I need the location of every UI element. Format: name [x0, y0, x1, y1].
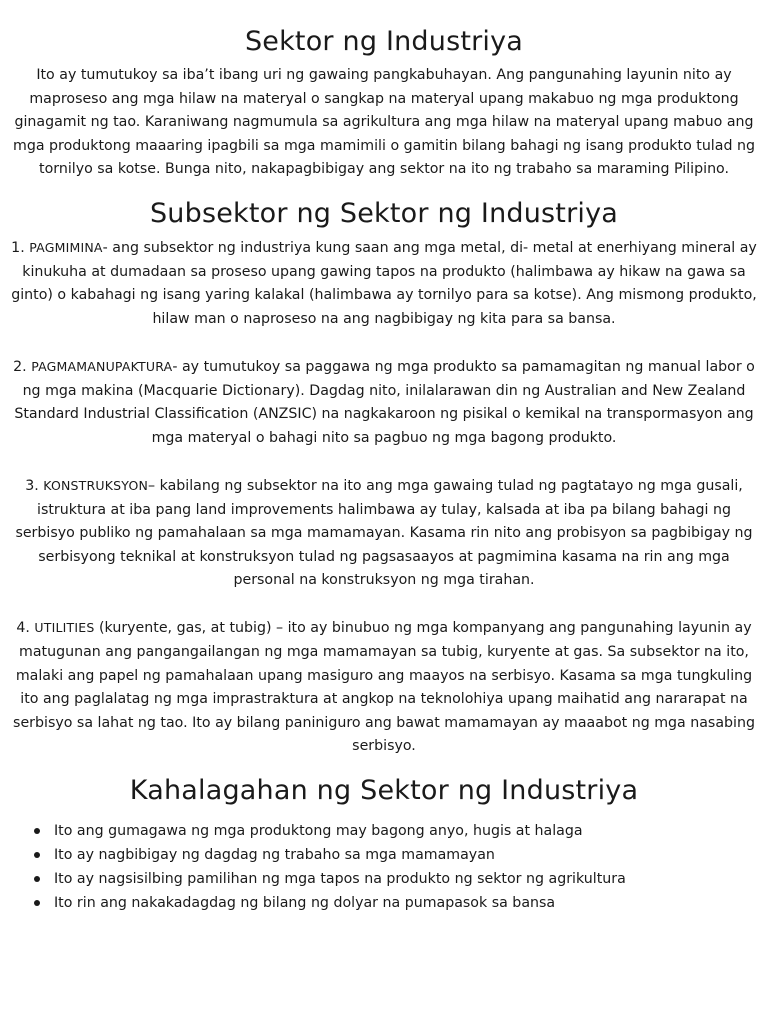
bullet-icon	[34, 852, 40, 858]
subsector-item-pagmamanupaktura	[10, 355, 758, 450]
importance-heading: Kahalagahan ng Sektor ng Industriya	[129, 775, 639, 807]
importance-list	[10, 819, 758, 915]
list-item	[54, 819, 758, 843]
list-item-text: Ito ang gumagawa ng mga produktong may bagong anyo, hugis at halaga	[54, 823, 583, 840]
subsector-text: - ay tumutukoy sa paggawa ng mga produkto sa pamamagitan ng manual labor o ng mga makina (Macquarie Dictionary). Dagdag nito, inilalarawan din ng Australian and New Zealand Standard Industrial Classification (ANZSIC) na nagkakaroon ng pisikal o kemikal na transpormasyon ang mga materyal o bahagi nito sa pagbuo ng mga bagong produkto.	[14, 358, 755, 446]
page-title: Sektor ng Industriya	[244, 26, 524, 57]
bullet-icon	[34, 876, 40, 882]
subsector-text: – kabilang ng subsektor na ito ang mga gawaing tulad ng pagtatayo ng mga gusali, istruktura at iba pang land improvements halimbawa ay tulay, kalsada at iba pa bilang bahagi ng serbisyo publiko ng pamahalaan sa mga mamamayan. Kasama rin nito ang probisyon sa pagbibigay ng serbisyong teknikal at konstruksyon tulad ng pagsasaayos at pagmimina kasama na rin ang mga personal na konstruksyon ng mga tirahan.	[15, 477, 753, 589]
subsector-item-utilities	[10, 616, 758, 759]
subsector-number: 3.	[25, 477, 39, 494]
subsectors-heading: Subsektor ng Sektor ng Industriya	[149, 197, 619, 229]
bullet-icon	[34, 900, 40, 906]
subsector-term: PAGMAMANUPAKTURA	[31, 358, 173, 374]
subsector-term: KONSTRUKSYON	[43, 477, 149, 493]
subsector-term: PAGMIMINA	[29, 239, 103, 255]
list-item-text: Ito ay nagbibigay ng dagdag ng trabaho sa mga mamamayan	[54, 847, 495, 864]
intro-paragraph: Ito ay tumutukoy sa iba’t ibang uri ng gawaing pangkabuhayan. Ang pangunahing layunin nito ay maproseso ang mga hilaw na materyal o sangkap na materyal upang makabuo ng mga produktong ginagamit ng tao. Karaniwang nagmumula sa agrikultura ang mga hilaw na materyal upang mabuo ang mga produktong maaaring ipagbili sa mga mamimili o gamitin bilang bahagi ng isang produkto tulad ng tornilyo sa kotse. Bunga nito, nakapagbibigay ang sektor na ito ng trabaho sa maraming Pilipino.	[13, 67, 755, 178]
subsector-term: UTILITIES	[34, 620, 95, 636]
list-item	[54, 891, 758, 915]
list-item-text: Ito ay nagsisilbing pamilihan ng mga tapos na produkto ng sektor ng agrikultura	[54, 871, 626, 888]
subsector-item-pagmimina	[10, 236, 758, 331]
subsector-text: (kuryente, gas, at tubig) – ito ay binubuo ng mga kompanyang ang pangunahing layunin ay matugunan ang pangangailangan ng mga mamamayan sa tubig, kuryente at gas. Sa subsektor na ito, malaki ang papel ng pamahalaan upang masiguro ang maayos na serbisyo. Kasama sa mga tungkuling ito ang paglalatag ng mga imprastraktura at angkop na teknolohiya upang maihatid ang nararapat na serbisyo sa lahat ng tao. Ito ay bilang paniniguro ang bawat mamamayan ay maaabot ng mga nasabing serbisyo.	[13, 620, 755, 755]
list-item	[54, 867, 758, 891]
list-item	[54, 843, 758, 867]
subsector-number: 4.	[16, 620, 30, 637]
subsector-number: 1.	[11, 239, 25, 256]
bullet-icon	[34, 828, 40, 834]
subsector-text: - ang subsektor ng industriya kung saan ang mga metal, di- metal at enerhiyang mineral ay kinukuha at dumadaan sa proseso upang gawing tapos na produkto (halimbawa ay hikaw na gawa sa ginto) o kabahagi ng isang yaring kalakal (halimbawa ay tornilyo para sa kotse). Ang mismong produkto, hilaw man o naproseso na ang nagbibigay ng kita para sa bansa.	[11, 239, 757, 327]
list-item-text: Ito rin ang nakakadagdag ng bilang ng dolyar na pumapasok sa bansa	[54, 895, 556, 912]
subsector-number: 2.	[13, 358, 27, 375]
subsector-item-konstruksyon	[10, 474, 758, 593]
